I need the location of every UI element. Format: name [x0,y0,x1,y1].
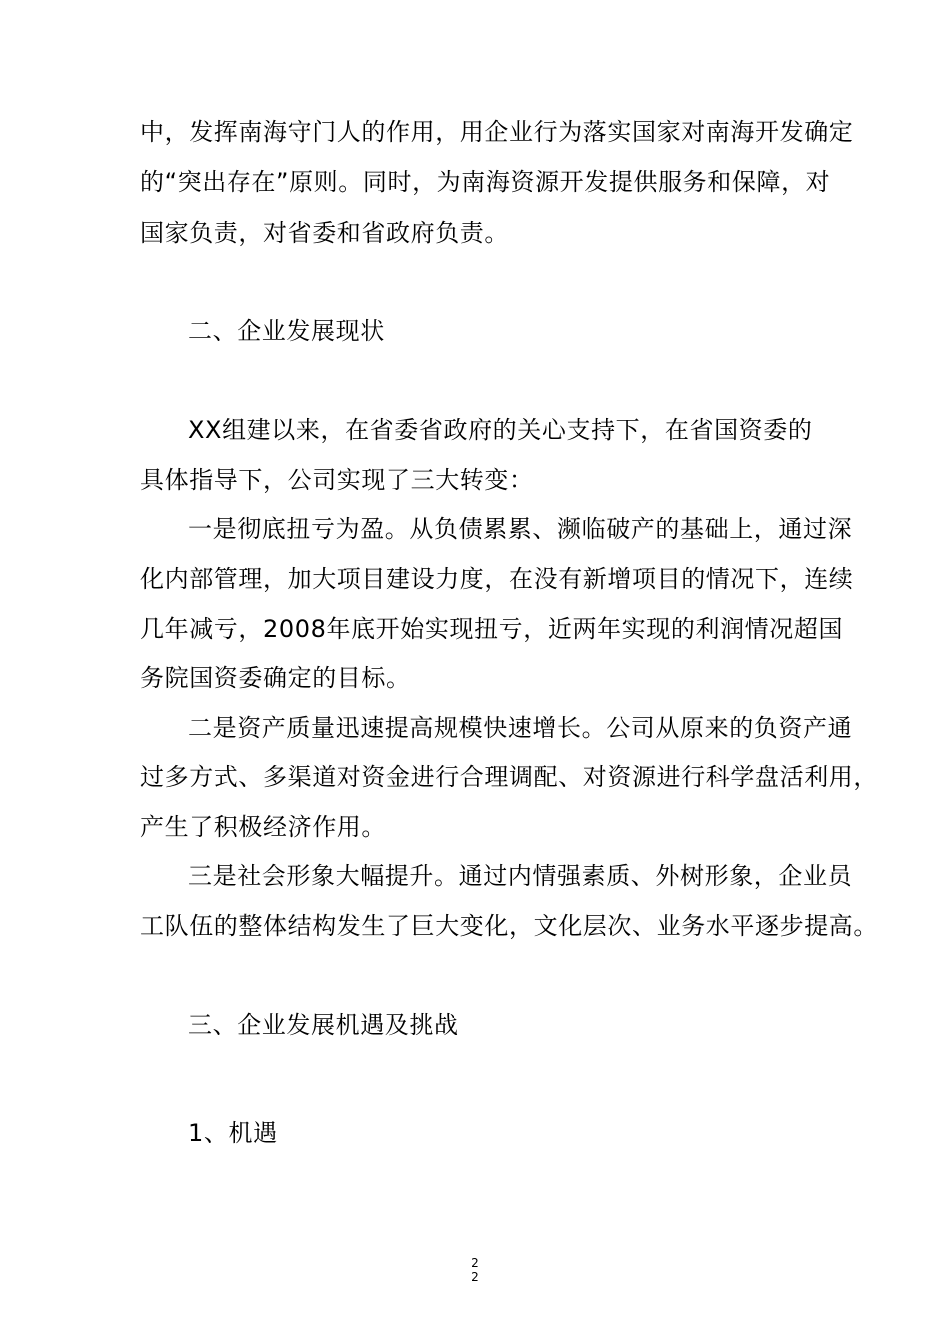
paragraph-line: 二是资产质量迅速提高规模快速增长。公司从原来的负资产通 [188,714,853,742]
paragraph-line: 国家负责，对省委和省政府负责。 [140,219,509,247]
page-number: 2 [471,1270,479,1284]
section-heading: 二、企业发展现状 [188,317,385,345]
paragraph-line: 中，发挥南海守门人的作用，用企业行为落实国家对南海开发确定 [140,118,854,146]
paragraph-line: 一是彻底扭亏为盈。从负债累累、濒临破产的基础上，通过深 [188,515,853,543]
paragraph-line: 产生了积极经济作用。 [140,813,386,841]
paragraph-line: XX组建以来，在省委省政府的关心支持下，在省国资委的 [188,416,813,444]
paragraph-line: 几年减亏，2008年底开始实现扭亏，近两年实现的利润情况超国 [140,615,844,643]
paragraph-line: 三是社会形象大幅提升。通过内情强素质、外树形象，企业员 [188,862,853,890]
paragraph-line: 工队伍的整体结构发生了巨大变化，文化层次、业务水平逐步提高。 [140,912,878,940]
page-number: 2 [471,1256,479,1270]
paragraph-line: 具体指导下，公司实现了三大转变： [140,466,534,494]
paragraph-line: 过多方式、多渠道对资金进行合理调配、对资源进行科学盘活利用， [140,763,878,791]
subsection-heading: 1、机遇 [188,1119,278,1147]
section-heading: 三、企业发展机遇及挑战 [188,1011,459,1039]
paragraph-line: 的“突出存在”原则。同时，为南海资源开发提供服务和保障，对 [140,168,831,196]
paragraph-line: 化内部管理，加大项目建设力度，在没有新增项目的情况下，连续 [140,565,854,593]
paragraph-line: 务院国资委确定的目标。 [140,664,411,692]
